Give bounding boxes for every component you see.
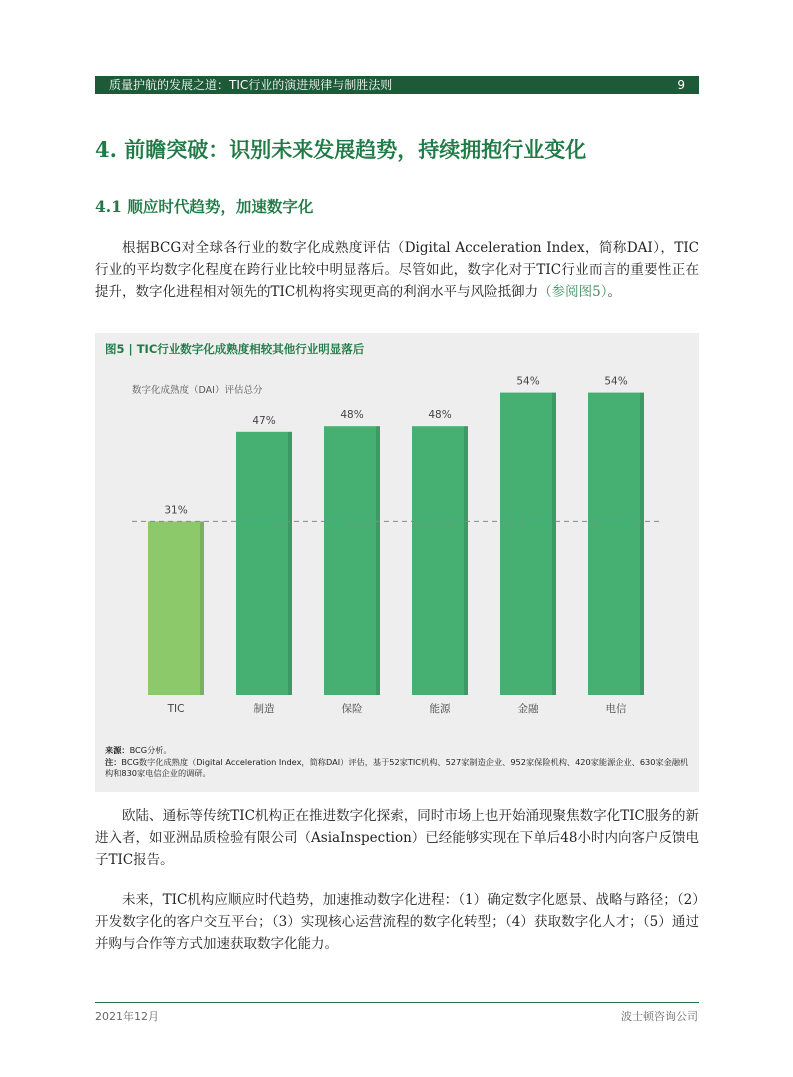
bar-shade-5 bbox=[552, 393, 556, 695]
figure-source-label: 来源： bbox=[105, 745, 130, 755]
bar-value-label-2: 47% bbox=[252, 414, 276, 427]
bar-value-label-6: 54% bbox=[604, 375, 628, 388]
category-label-2: 制造 bbox=[253, 703, 275, 715]
figure-5 bbox=[95, 333, 699, 792]
category-label-6: 电信 bbox=[605, 703, 627, 715]
footer-org: 波士顿咨询公司 bbox=[621, 1010, 698, 1023]
figure-source bbox=[105, 745, 690, 757]
footer-divider bbox=[95, 1002, 699, 1003]
paragraph-3: 未来，TIC机构应顺应时代趋势，加速推动数字化进程：（1）确定数字化愿景、战略与路径；（2）开发数字化的客户交互平台；（3）实现核心运营流程的数字化转型；（4）获取数字化人才；（5）通过并购与合作等方式加速获取数字化能力。 bbox=[95, 892, 699, 953]
figure-source-text: BCG分析。 bbox=[129, 745, 172, 755]
category-label-3: 保险 bbox=[341, 703, 363, 715]
figure-notes bbox=[105, 745, 690, 780]
category-label-1: TIC bbox=[167, 703, 185, 715]
bar-6 bbox=[588, 393, 644, 695]
bar-3 bbox=[324, 426, 380, 695]
bar-4 bbox=[412, 426, 468, 695]
bar-2 bbox=[236, 432, 292, 695]
page-number: 9 bbox=[677, 78, 685, 92]
bar-value-label-5: 54% bbox=[516, 375, 540, 388]
category-label-5: 金融 bbox=[517, 703, 539, 715]
figure-note-label: 注： bbox=[105, 756, 122, 767]
bar-5 bbox=[500, 393, 556, 695]
bar-value-label-3: 48% bbox=[340, 409, 364, 422]
bar-shade-4 bbox=[464, 426, 468, 695]
chart-y-axis-label: 数字化成熟度（DAI）评估总分 bbox=[132, 385, 263, 396]
paragraph-2: 欧陆、通标等传统TIC机构正在推进数字化探索，同时市场上也开始涌现聚焦数字化TIC服务的新进入者，如亚洲品质检验有限公司（AsiaInspection）已经能够实现在下单后48小时内向客户反馈电子TIC报告。 bbox=[95, 808, 699, 869]
footer-date: 2021年12月 bbox=[95, 1010, 159, 1023]
header-title: 质量护航的发展之道：TIC行业的演进规律与制胜法则 bbox=[109, 78, 393, 92]
bar-1 bbox=[148, 521, 204, 695]
figure-title: 图5 | TIC行业数字化成熟度相较其他行业明显落后 bbox=[105, 342, 365, 356]
paragraph-1 bbox=[95, 237, 699, 304]
figure-note bbox=[105, 757, 690, 780]
category-label-4: 能源 bbox=[429, 703, 451, 715]
bar-shade-2 bbox=[288, 432, 292, 695]
bar-value-label-4: 48% bbox=[428, 409, 452, 422]
figure-reference-link[interactable]: （参阅图5） bbox=[538, 284, 608, 301]
bar-shade-1 bbox=[200, 521, 204, 695]
bar-chart bbox=[95, 333, 699, 792]
bar-value-label-1: 31% bbox=[164, 504, 188, 517]
paragraph-1-text: 根据BCG对全球各行业的数字化成熟度评估（Digital Acceleration Index，简称DAI），TIC行业的平均数字化程度在跨行业比较中明显落后。尽管如此，数字化对于TIC行业而言的重要性正在提升，数字化进程相对领先的TIC机构将实现更高的利润水平与风险抵御力 bbox=[95, 240, 699, 301]
bar-shade-3 bbox=[376, 426, 380, 695]
figure-note-text: BCG数字化成熟度（Digital Acceleration Index，简称DAI）评估，基于52家TIC机构、527家制造企业、952家保险机构、420家能源企业、630家金融机构和830家电信企业的调研。 bbox=[105, 756, 689, 778]
header-bar bbox=[95, 76, 699, 94]
subsection-title: 4.1 顺应时代趋势，加速数字化 bbox=[95, 197, 314, 216]
bar-shade-6 bbox=[640, 393, 644, 695]
paragraph-1-end: 。 bbox=[607, 284, 622, 301]
section-title: 4. 前瞻突破：识别未来发展趋势，持续拥抱行业变化 bbox=[95, 137, 587, 162]
